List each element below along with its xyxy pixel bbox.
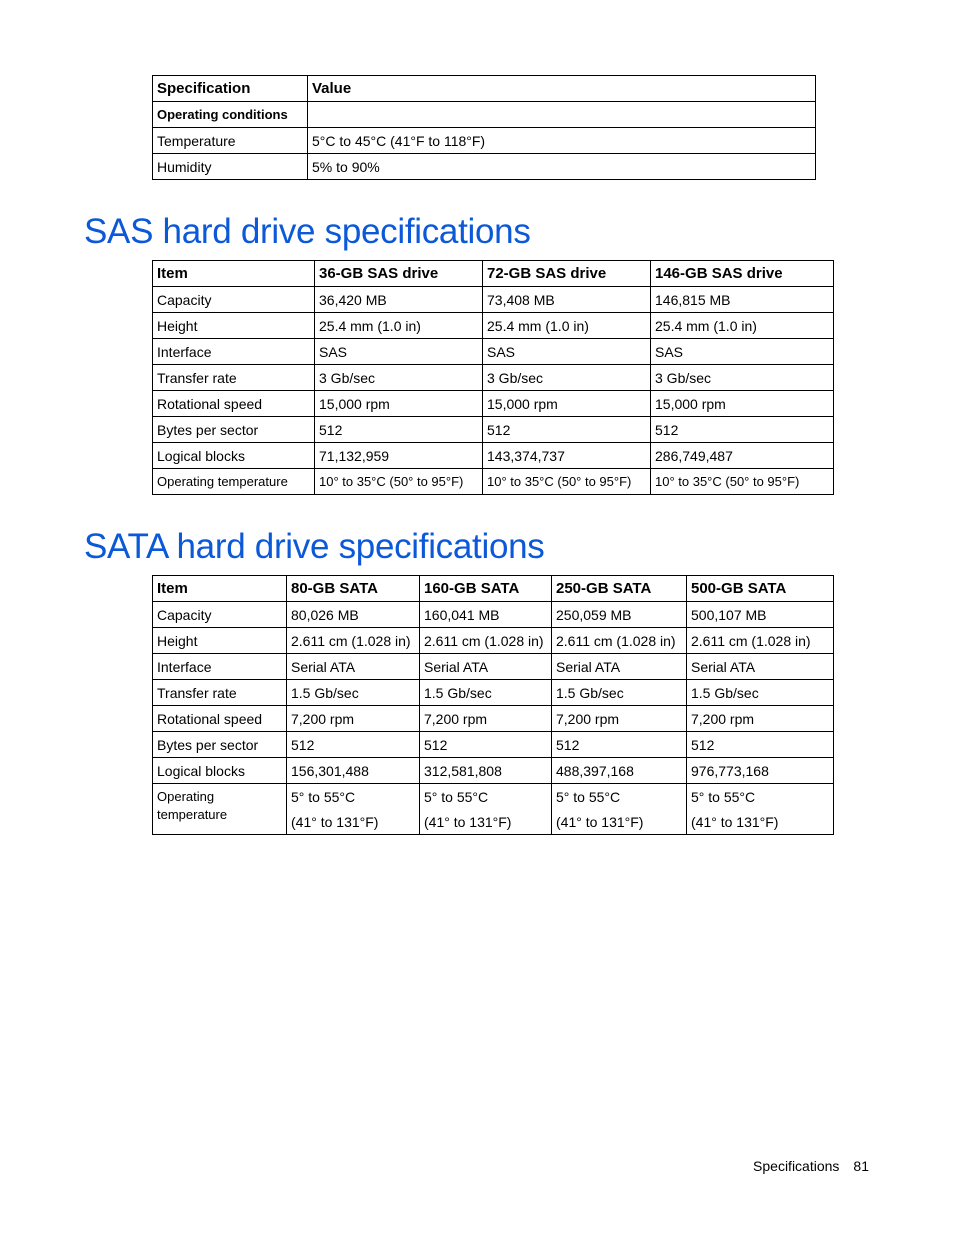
table-cell: 488,397,168 [552, 758, 687, 784]
column-header: 146-GB SAS drive [651, 261, 834, 287]
table-row [153, 313, 834, 339]
section-heading: SAS hard drive specifications [84, 212, 531, 251]
table-row [153, 706, 834, 732]
operating-conditions-table [152, 75, 816, 180]
table-cell: Operating temperature [153, 784, 287, 835]
table-cell: 25.4 mm (1.0 in) [483, 313, 651, 339]
table-cell: SAS [483, 339, 651, 365]
table-cell: Interface [153, 654, 287, 680]
table-cell: 10° to 35°C (50° to 95°F) [651, 469, 834, 495]
table-cell: Operating temperature [153, 469, 315, 495]
temp-fahrenheit: (41° to 131°F) [291, 814, 379, 830]
table-cell: SAS [315, 339, 483, 365]
table-cell: Height [153, 313, 315, 339]
table-cell: 25.4 mm (1.0 in) [651, 313, 834, 339]
table-cell: 500,107 MB [687, 602, 834, 628]
table-cell: Logical blocks [153, 443, 315, 469]
table-cell: 512 [651, 417, 834, 443]
table-cell: 7,200 rpm [287, 706, 420, 732]
table-cell: 71,132,959 [315, 443, 483, 469]
table-cell: 312,581,808 [420, 758, 552, 784]
table-cell: 5°C to 45°C (41°F to 118°F) [308, 128, 816, 154]
table-row [153, 602, 834, 628]
temp-fahrenheit: (41° to 131°F) [691, 814, 779, 830]
table-cell [687, 784, 834, 835]
table-cell: 976,773,168 [687, 758, 834, 784]
sas-spec-table [152, 260, 834, 495]
table-cell: SAS [651, 339, 834, 365]
temp-celsius: 5° to 55°C [691, 789, 756, 805]
table-row [153, 154, 816, 180]
table-cell: Transfer rate [153, 680, 287, 706]
column-header: 250-GB SATA [552, 576, 687, 602]
table-row [153, 339, 834, 365]
table-row [153, 680, 834, 706]
table-cell: 10° to 35°C (50° to 95°F) [315, 469, 483, 495]
table-cell: Serial ATA [287, 654, 420, 680]
column-header: 500-GB SATA [687, 576, 834, 602]
table-cell: 2.611 cm (1.028 in) [420, 628, 552, 654]
table-row [153, 628, 834, 654]
table-cell [420, 784, 552, 835]
table-cell: 15,000 rpm [483, 391, 651, 417]
table-cell: 1.5 Gb/sec [552, 680, 687, 706]
table-cell: 2.611 cm (1.028 in) [552, 628, 687, 654]
table-cell: 1.5 Gb/sec [420, 680, 552, 706]
column-header: Item [153, 261, 315, 287]
table-cell: Bytes per sector [153, 417, 315, 443]
table-cell: 15,000 rpm [651, 391, 834, 417]
table-cell: 156,301,488 [287, 758, 420, 784]
table-row [153, 784, 834, 835]
table-cell: 512 [552, 732, 687, 758]
table-cell: 512 [483, 417, 651, 443]
column-header: Item [153, 576, 287, 602]
temp-fahrenheit: (41° to 131°F) [424, 814, 512, 830]
table-cell: Capacity [153, 287, 315, 313]
table-cell: 2.611 cm (1.028 in) [687, 628, 834, 654]
table-cell: 512 [287, 732, 420, 758]
table-cell: 143,374,737 [483, 443, 651, 469]
table-row [153, 469, 834, 495]
column-header: 80-GB SATA [287, 576, 420, 602]
table-cell: 250,059 MB [552, 602, 687, 628]
table-cell: Transfer rate [153, 365, 315, 391]
temp-celsius: 5° to 55°C [424, 789, 489, 805]
column-header: Specification [153, 76, 308, 102]
table-cell: 512 [687, 732, 834, 758]
table-cell: 7,200 rpm [552, 706, 687, 732]
table-cell: 160,041 MB [420, 602, 552, 628]
table-cell: 512 [420, 732, 552, 758]
table-cell: 3 Gb/sec [483, 365, 651, 391]
column-header: 160-GB SATA [420, 576, 552, 602]
table-header-row [153, 76, 816, 102]
table-cell: 25.4 mm (1.0 in) [315, 313, 483, 339]
table-cell: Serial ATA [552, 654, 687, 680]
table-cell: 146,815 MB [651, 287, 834, 313]
table-cell: 36,420 MB [315, 287, 483, 313]
table-row [153, 732, 834, 758]
table-cell [552, 784, 687, 835]
footer-section-name: Specifications [753, 1158, 840, 1174]
table-cell: 80,026 MB [287, 602, 420, 628]
temp-fahrenheit: (41° to 131°F) [556, 814, 644, 830]
table-header-row [153, 261, 834, 287]
temp-celsius: 5° to 55°C [556, 789, 621, 805]
table-cell: 3 Gb/sec [315, 365, 483, 391]
table-cell: 2.611 cm (1.028 in) [287, 628, 420, 654]
column-header: 36-GB SAS drive [315, 261, 483, 287]
table-cell: 7,200 rpm [687, 706, 834, 732]
table-row [153, 654, 834, 680]
table-row [153, 758, 834, 784]
table-cell: 73,408 MB [483, 287, 651, 313]
table-cell [287, 784, 420, 835]
table-cell: Rotational speed [153, 391, 315, 417]
table-cell: Humidity [153, 154, 308, 180]
table-cell: 7,200 rpm [420, 706, 552, 732]
column-header: 72-GB SAS drive [483, 261, 651, 287]
table-row [153, 443, 834, 469]
table-cell: Capacity [153, 602, 287, 628]
table-row [153, 287, 834, 313]
section-label: Operating conditions [153, 102, 308, 128]
table-row [153, 391, 834, 417]
table-cell: Bytes per sector [153, 732, 287, 758]
table-cell: Temperature [153, 128, 308, 154]
column-header: Value [308, 76, 816, 102]
table-cell: 512 [315, 417, 483, 443]
table-cell: 15,000 rpm [315, 391, 483, 417]
table-cell: Serial ATA [420, 654, 552, 680]
table-cell: 1.5 Gb/sec [687, 680, 834, 706]
page-footer [753, 1158, 869, 1174]
table-row [153, 128, 816, 154]
table-cell: Rotational speed [153, 706, 287, 732]
table-cell: 10° to 35°C (50° to 95°F) [483, 469, 651, 495]
section-row [153, 102, 816, 128]
table-cell: 1.5 Gb/sec [287, 680, 420, 706]
table-cell: Height [153, 628, 287, 654]
table-cell: Logical blocks [153, 758, 287, 784]
table-header-row [153, 576, 834, 602]
sata-spec-table [152, 575, 834, 835]
table-cell: Serial ATA [687, 654, 834, 680]
table-row [153, 417, 834, 443]
page-number: 81 [853, 1158, 869, 1174]
table-row [153, 365, 834, 391]
table-cell: 286,749,487 [651, 443, 834, 469]
section-heading: SATA hard drive specifications [84, 527, 545, 566]
empty-cell [308, 102, 816, 128]
table-cell: 3 Gb/sec [651, 365, 834, 391]
table-cell: 5% to 90% [308, 154, 816, 180]
temp-celsius: 5° to 55°C [291, 789, 356, 805]
table-cell: Interface [153, 339, 315, 365]
